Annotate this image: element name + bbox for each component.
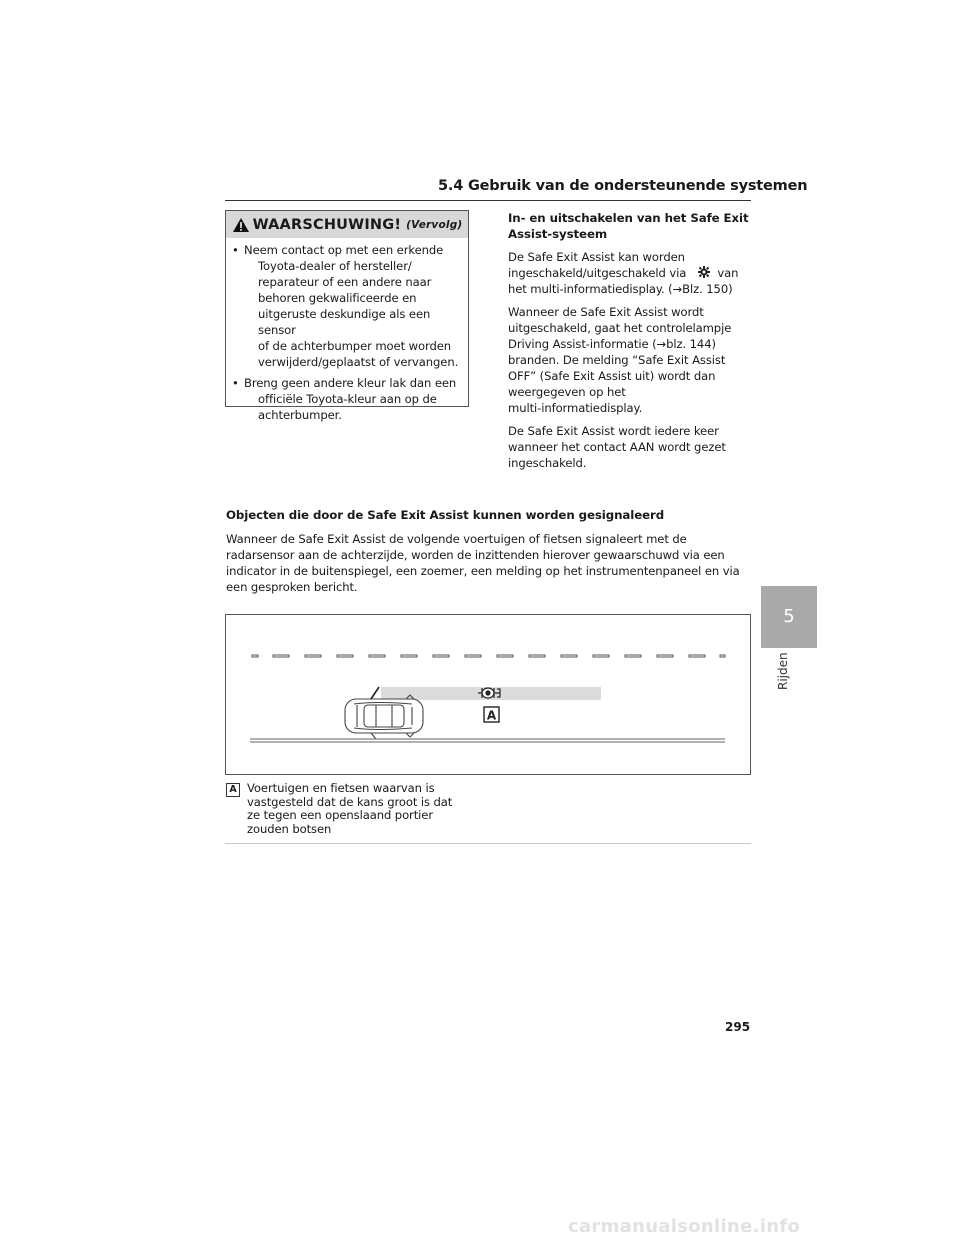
objects-intro: Wanneer de Safe Exit Assist de volgende voertuigen of fietsen signaleert met de radarsensor aan de achterzijde, worden de inzittenden hierover gewaarschuwd via een indicator in de buitenspiegel, een zoemer, een melding op het instrumentenpaneel en via een gesproken bericht. bbox=[226, 532, 740, 594]
objects-title: Objecten die door de Safe Exit Assist kunnen worden gesignaleerd bbox=[226, 508, 665, 522]
chapter-tab[interactable]: 5 bbox=[761, 586, 817, 648]
paragraph-reset: De Safe Exit Assist wordt iedere keer wanneer het contact AAN wordt gezet ingeschakeld. bbox=[508, 424, 726, 470]
section-title: Gebruik van de ondersteunende systemen bbox=[467, 178, 808, 194]
warning-item-1: • Neem contact op met een erkende Toyota-dealer of hersteller/ reparateur of een andere naar behoren gekwalificeerde en uitgeruste deskundige als een sensor of de achterbumper moet worden verwijderd/geplaatst of vervangen. bbox=[232, 243, 459, 369]
gear-icon bbox=[698, 266, 710, 278]
figure-label: A bbox=[486, 708, 497, 723]
warning-title: WAARSCHUWING! bbox=[252, 216, 402, 233]
section-header bbox=[438, 178, 807, 194]
watermark: carmanualsonline.info bbox=[568, 1216, 801, 1237]
paragraph-toggle: De Safe Exit Assist kan worden ingeschakeld/uitgeschakeld via van het multi-informatiedisplay. (→Blz. 150) bbox=[508, 250, 739, 296]
road-edge bbox=[250, 739, 725, 742]
subheading: In- en uitschakelen van het Safe Exit Assist-systeem bbox=[508, 211, 749, 241]
caption-badge: A bbox=[226, 783, 240, 797]
warning-header bbox=[226, 211, 468, 238]
header-rule bbox=[225, 200, 751, 201]
warning-continued: (Vervolg) bbox=[406, 218, 463, 231]
warning-item-2: • Breng geen andere kleur lak dan een officiële Toyota-kleur aan op de achterbumper. bbox=[232, 376, 457, 422]
road-diagram bbox=[226, 615, 750, 774]
warning-box bbox=[225, 210, 469, 422]
lane-dashes bbox=[252, 655, 725, 657]
bottom-rule bbox=[225, 843, 751, 844]
paragraph-off-indicator: Wanneer de Safe Exit Assist wordt uitgeschakeld, gaat het controlelampje Driving Assist-informatie (→blz. 144) branden. De melding “Safe Exit Assist OFF” (Safe Exit Assist uit) wordt dan weergegeven op het multi-informatiedisplay. bbox=[508, 305, 732, 415]
right-column bbox=[508, 210, 752, 478]
page-number: 295 bbox=[725, 1020, 751, 1034]
section-number: 5.4 bbox=[438, 178, 464, 194]
exit-assist-figure bbox=[225, 614, 751, 775]
warning-triangle-icon bbox=[232, 217, 250, 233]
label-a-box bbox=[484, 707, 499, 723]
caption-text: Voertuigen en fietsen waarvan is vastgesteld dat de kans groot is dat ze tegen een openslaand portier zouden botsen bbox=[247, 781, 453, 836]
chapter-tab-label: Rijden bbox=[776, 652, 790, 690]
